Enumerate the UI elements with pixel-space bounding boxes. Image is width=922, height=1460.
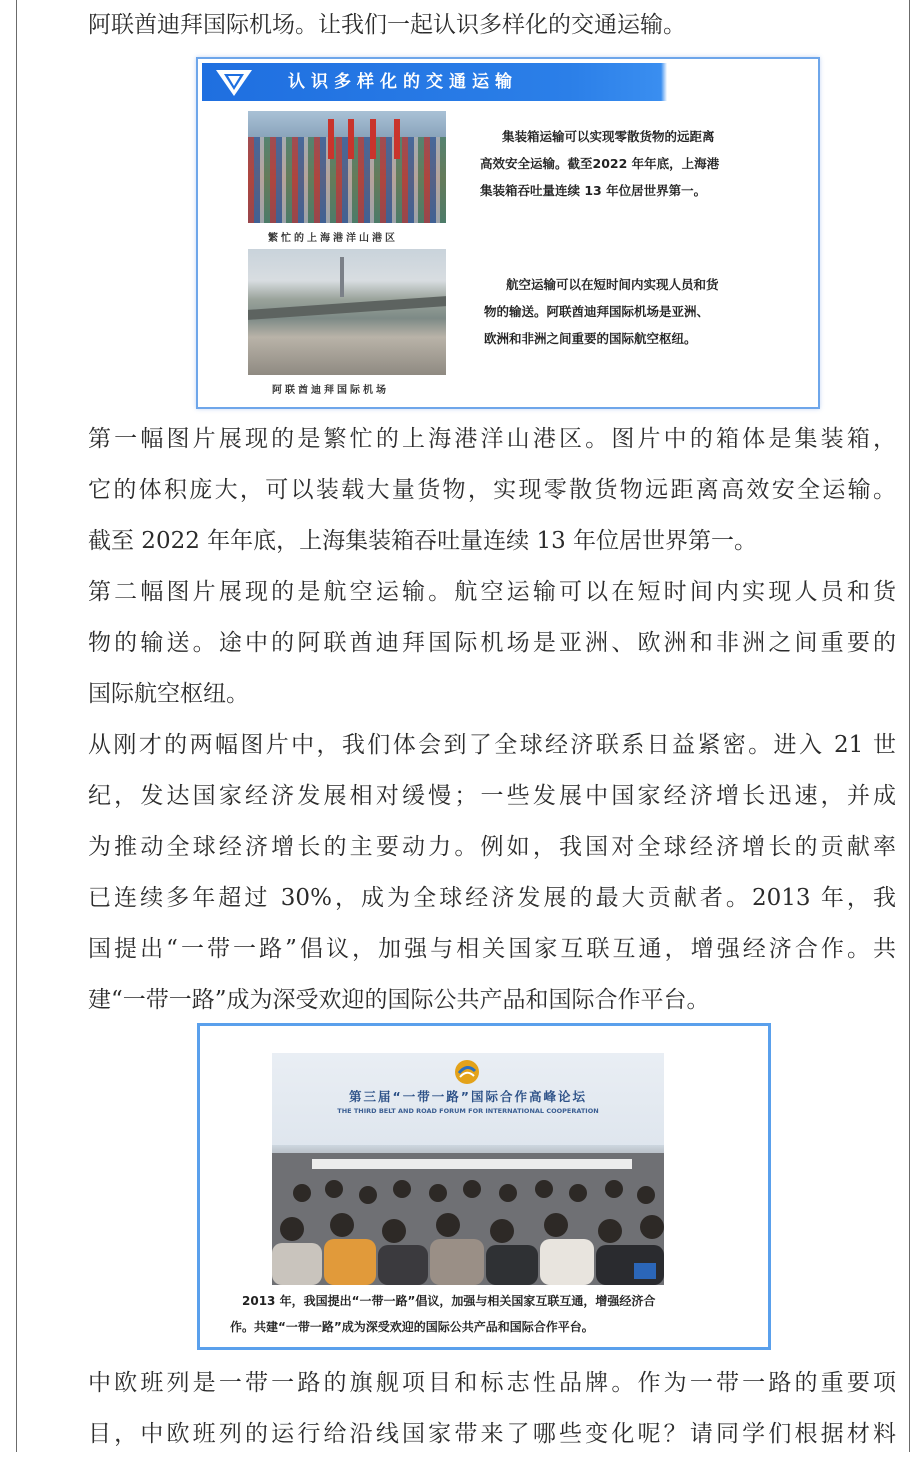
text-line: 建“一带一路”成为深受欢迎的国际公共产品和国际合作平台。	[88, 987, 710, 1013]
text-line: 中欧班列是一带一路的旗舰项目和标志性品牌。作为一带一路的重要项	[88, 1370, 896, 1396]
text-line: 为推动全球经济增长的主要动力。例如，我国对全球经济增长的贡献率	[88, 834, 896, 860]
audience-illustration	[272, 1153, 664, 1285]
text-line: 截至 2022 年年底，上海集装箱吞吐量连续 13 年位居世界第一。	[88, 528, 758, 554]
text-line: 它的体积庞大，可以装载大量货物，实现零散货物远距离高效安全运输。	[88, 477, 896, 503]
port-description: 集装箱运输可以实现零散货物的远距离 高效安全运输。截至2022 年年底，上海港 集装箱吞吐量连续 13 年位居世界第一。	[480, 129, 720, 198]
text-line: 物的输送。途中的阿联酋迪拜国际机场是亚洲、欧洲和非洲之间重要的	[88, 630, 896, 656]
forum-caption: 2013 年，我国提出“一带一路”倡议，加强与相关国家互联互通，增强经济合 作。共建“一带一路”成为深受欢迎的国际公共产品和国际合作平台。	[230, 1294, 656, 1334]
port-photo	[248, 111, 446, 223]
port-caption: 繁忙的上海港洋山港区	[268, 233, 398, 244]
text-line: 已连续多年超过 30%，成为全球经济发展的最大贡献者。2013 年，我	[88, 885, 896, 911]
text-line: 第二幅图片展现的是航空运输。航空运输可以在短时间内实现人员和货	[88, 579, 896, 605]
forum-photo	[272, 1053, 664, 1285]
forum-banner	[272, 1053, 664, 1145]
airport-description: 航空运输可以在短时间内实现人员和货 物的输送。阿联酋迪拜国际机场是亚洲、 欧洲和非洲之间重要的国际航空枢纽。	[484, 277, 719, 346]
airport-photo	[248, 249, 446, 375]
forum-figure	[197, 1023, 771, 1350]
text-line: 国际航空枢纽。	[88, 681, 249, 707]
text-line: 阿联酋迪拜国际机场。让我们一起认识多样化的交通运输。	[88, 12, 686, 38]
forum-logo-icon	[454, 1059, 480, 1085]
text-line: 纪，发达国家经济发展相对缓慢；一些发展中国家经济增长迅速，并成	[88, 783, 896, 809]
text-line: 目，中欧班列的运行给沿线国家带来了哪些变化呢？请同学们根据材料	[88, 1421, 896, 1447]
logo-icon	[214, 68, 254, 98]
text-line: 第一幅图片展现的是繁忙的上海港洋山港区。图片中的箱体是集装箱，	[88, 426, 896, 452]
transport-figure	[196, 57, 820, 409]
forum-banner-subtitle: THE THIRD BELT AND ROAD FORUM FOR INTERNATIONAL COOPERATION	[337, 1107, 599, 1115]
airport-caption: 阿联酋迪拜国际机场	[272, 385, 389, 396]
forum-banner-title: 第三届“一带一路”国际合作高峰论坛	[349, 1089, 587, 1104]
figure-title: 认识多样化的交通运输	[288, 72, 518, 92]
figure-header	[202, 63, 814, 101]
text-line: 国提出“一带一路”倡议，加强与相关国家互联互通，增强经济合作。共	[88, 936, 896, 962]
text-line: 从刚才的两幅图片中，我们体会到了全球经济联系日益紧密。进入 21 世	[88, 732, 896, 758]
